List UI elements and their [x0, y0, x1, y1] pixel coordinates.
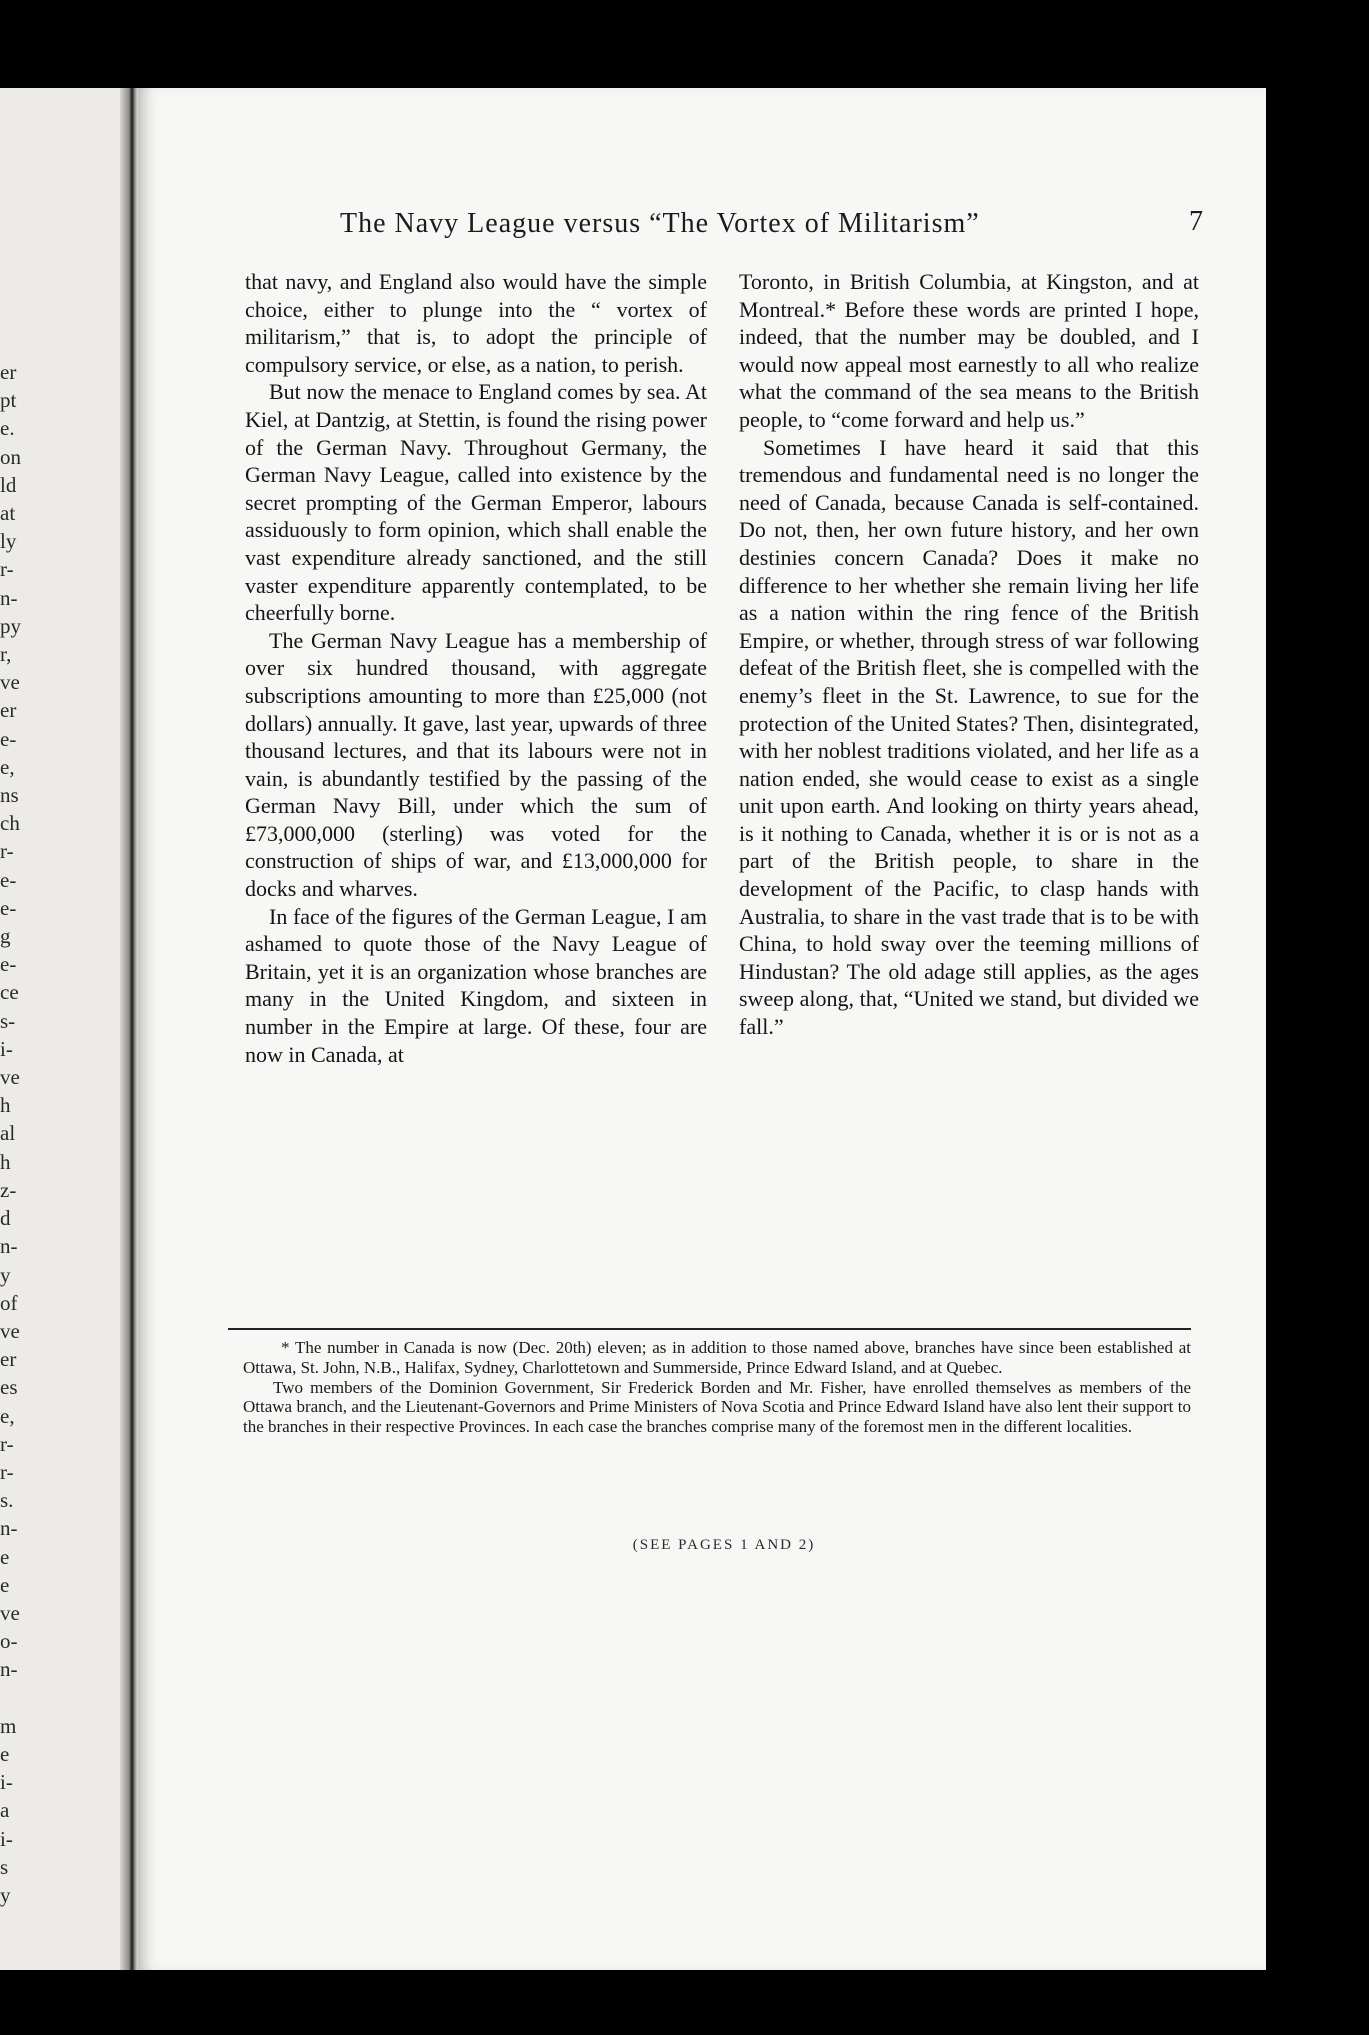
paragraph: But now the menace to England comes by sea. At Kiel, at Dantzig, at Stettin, is found the rising power of the German Navy. Throughout Germany, the German Navy League, called into existence by the secret prompting of the German Emperor, labours assiduously to form opinion, which shall enable the vast expenditure already sanctioned, and the still vaster expenditure apparently contemplated, to be cheerfully borne. — [245, 379, 707, 626]
footnote: * The number in Canada is now (Dec. 20th) eleven; as in addition to those named above, branches have since been established at Ottawa, St. John, N.B., Halifax, Sydney, Charlottetown and Summerside, Prince Edward Island, and at Quebec. — [243, 1338, 1191, 1377]
paragraph: that navy, and England also would have the simple choice, either to plunge into the “ vortex of militarism,” that is, to adopt the principle of compulsory service, or else, as a nation, to perish. — [245, 269, 707, 377]
paragraph: Toronto, in British Columbia, at Kingston, and at Montreal.* Before these words are printed I hope, indeed, that the number may be doubled, and I would now appeal most earnestly to all who realize what the command of the sea means to the British people, to “come forward and help us.” — [739, 269, 1199, 432]
paragraph: The German Navy League has a membership of over six hundred thousand, with aggregate subscriptions amounting to more than £25,000 (not dollars) annually. It gave, last year, upwards of three thousand lectures, and that its labours were not in vain, is abundantly testified by the passing of the German Navy Bill, under which the sum of £73,000,000 (sterling) was voted for the construction of ships of war, and £13,000,000 for docks and wharves. — [245, 627, 707, 902]
footnotes — [243, 1338, 1191, 1437]
page-number: 7 — [1189, 206, 1203, 237]
right-column — [739, 268, 1199, 1041]
footnote: Two members of the Dominion Government, Sir Frederick Borden and Mr. Fisher, have enrolled themselves as members of the Ottawa branch, and the Lieutenant-Governors and Prime Ministers of Nova Scotia and Prince Edward Island have also lent their support to the branches in their respective Provinces. In each case the branches comprise many of the foremost men in the different localities. — [243, 1377, 1191, 1437]
paragraph: Sometimes I have heard it said that this tremendous and fundamental need is no longer the need of Canada, because Canada is self-contained. Do not, then, her own future history, and her own destinies concern Canada? Does it make no difference to her whether she remain living her life as a nation within the ring fence of the British Empire, or whether, through stress of war following defeat of the British fleet, she is compelled with the enemy’s fleet in the St. Lawrence, to sue for the protection of the United States? Then, disintegrated, with her noblest traditions violated, and her life as a nation ended, she would cease to exist as a single unit upon earth. And looking on thirty years ahead, is it nothing to Canada, whether it is or is not as a part of the British people, to share in the development of the Pacific, to clasp hands with Australia, to share in the vast trade that is to be with China, to hold sway over the teeming millions of Hindustan? The old adage still applies, as the ages sweep along, that, “United we stand, but divided we fall.” — [739, 434, 1199, 1040]
left-column — [245, 268, 707, 1068]
paragraph: In face of the figures of the German League, I am ashamed to quote those of the Navy League of Britain, yet it is an organization whose branches are many in the United Kingdom, and sixteen in number in the Empire at large. Of these, four are now in Canada, at — [245, 903, 707, 1067]
running-head: The Navy League versus “The Vortex of Militarism” — [340, 208, 980, 239]
book-spine — [120, 88, 140, 1970]
left-page-sliver — [0, 88, 128, 1970]
see-pages-note: (SEE PAGES 1 AND 2) — [632, 1537, 816, 1553]
left-page-edge-text: er pt e. on ld at ly r- n- py r, ve er e- e, ns ch r- e- e- g e- ce s- i- ve h al h z- d n- y of ve er es e, r- r- s. n- e e ve o- n- m e i- a i- s y — [0, 360, 21, 1907]
footnote-rule — [228, 1328, 1191, 1330]
